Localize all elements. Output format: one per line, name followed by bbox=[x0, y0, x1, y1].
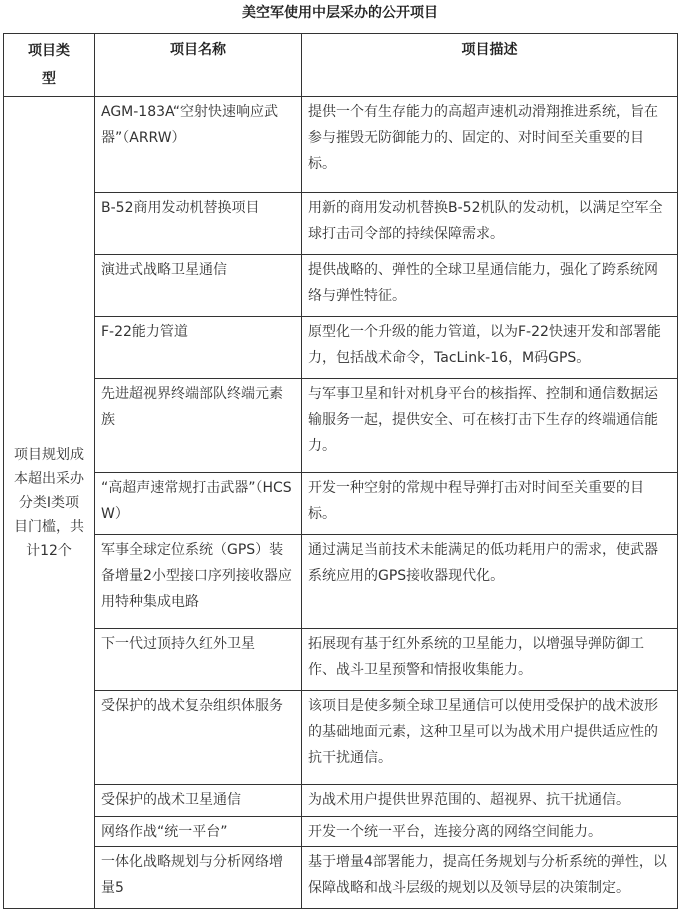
category-cell: 项目规划成本超出采办分类I类项目门槛，共计12个 bbox=[4, 97, 95, 909]
header-row bbox=[4, 34, 678, 97]
header-type: 项目类型 bbox=[4, 34, 95, 97]
projects-table bbox=[3, 33, 678, 909]
table-row bbox=[4, 691, 678, 785]
project-name: 军事全球定位系统（GPS）装备增量2小型接口序列接收器应用特种集成电路 bbox=[95, 535, 302, 629]
project-name: F-22能力管道 bbox=[95, 317, 302, 379]
project-name: 网络作战“统一平台” bbox=[95, 817, 302, 847]
project-desc: 拓展现有基于红外系统的卫星能力，以增强导弹防御工作、战斗卫星预警和情报收集能力。 bbox=[302, 629, 678, 691]
project-name: “高超声速常规打击武器”（HCSW） bbox=[95, 473, 302, 535]
project-name: 一体化战略规划与分析网络增量5 bbox=[95, 847, 302, 909]
project-name: 先进超视界终端部队终端元素族 bbox=[95, 379, 302, 473]
project-name: AGM-183A“空射快速响应武器”（ARRW） bbox=[95, 97, 302, 193]
table-row bbox=[4, 379, 678, 473]
table-row bbox=[4, 847, 678, 909]
table-row bbox=[4, 317, 678, 379]
header-name: 项目名称 bbox=[95, 34, 302, 97]
table-row bbox=[4, 97, 678, 193]
project-desc: 为战术用户提供世界范围的、超视界、抗干扰通信。 bbox=[302, 785, 678, 817]
project-name: 下一代过顶持久红外卫星 bbox=[95, 629, 302, 691]
project-name: B-52商用发动机替换项目 bbox=[95, 193, 302, 255]
table-row bbox=[4, 785, 678, 817]
project-desc: 该项目是使多频全球卫星通信可以使用受保护的战术波形的基础地面元素，这种卫星可以为战术用户提供适应性的抗干扰通信。 bbox=[302, 691, 678, 785]
project-desc: 提供战略的、弹性的全球卫星通信能力，强化了跨系统网络与弹性特征。 bbox=[302, 255, 678, 317]
table-row bbox=[4, 535, 678, 629]
project-desc: 开发一个统一平台，连接分离的网络空间能力。 bbox=[302, 817, 678, 847]
table-row bbox=[4, 629, 678, 691]
table-row bbox=[4, 255, 678, 317]
project-desc: 提供一个有生存能力的高超声速机动滑翔推进系统，旨在参与摧毁无防御能力的、固定的、对时间至关重要的目标。 bbox=[302, 97, 678, 193]
project-desc: 通过满足当前技术未能满足的低功耗用户的需求，使武器系统应用的GPS接收器现代化。 bbox=[302, 535, 678, 629]
project-name: 演进式战略卫星通信 bbox=[95, 255, 302, 317]
project-desc: 开发一种空射的常规中程导弹打击对时间至关重要的目标。 bbox=[302, 473, 678, 535]
table-row bbox=[4, 193, 678, 255]
project-name: 受保护的战术复杂组织体服务 bbox=[95, 691, 302, 785]
project-desc: 原型化一个升级的能力管道，以为F-22快速开发和部署能力，包括战术命令，TacLink-16，M码GPS。 bbox=[302, 317, 678, 379]
header-desc: 项目描述 bbox=[302, 34, 678, 97]
project-desc: 用新的商用发动机替换B-52机队的发动机，以满足空军全球打击司令部的持续保障需求。 bbox=[302, 193, 678, 255]
project-desc: 基于增量4部署能力，提高任务规划与分析系统的弹性，以保障战略和战斗层级的规划以及领导层的决策制定。 bbox=[302, 847, 678, 909]
project-name: 受保护的战术卫星通信 bbox=[95, 785, 302, 817]
project-desc: 与军事卫星和针对机身平台的核指挥、控制和通信数据运输服务一起，提供安全、可在核打击下生存的终端通信能力。 bbox=[302, 379, 678, 473]
table-row bbox=[4, 473, 678, 535]
page-title: 美空军使用中层采办的公开项目 bbox=[242, 5, 438, 21]
table-row bbox=[4, 817, 678, 847]
